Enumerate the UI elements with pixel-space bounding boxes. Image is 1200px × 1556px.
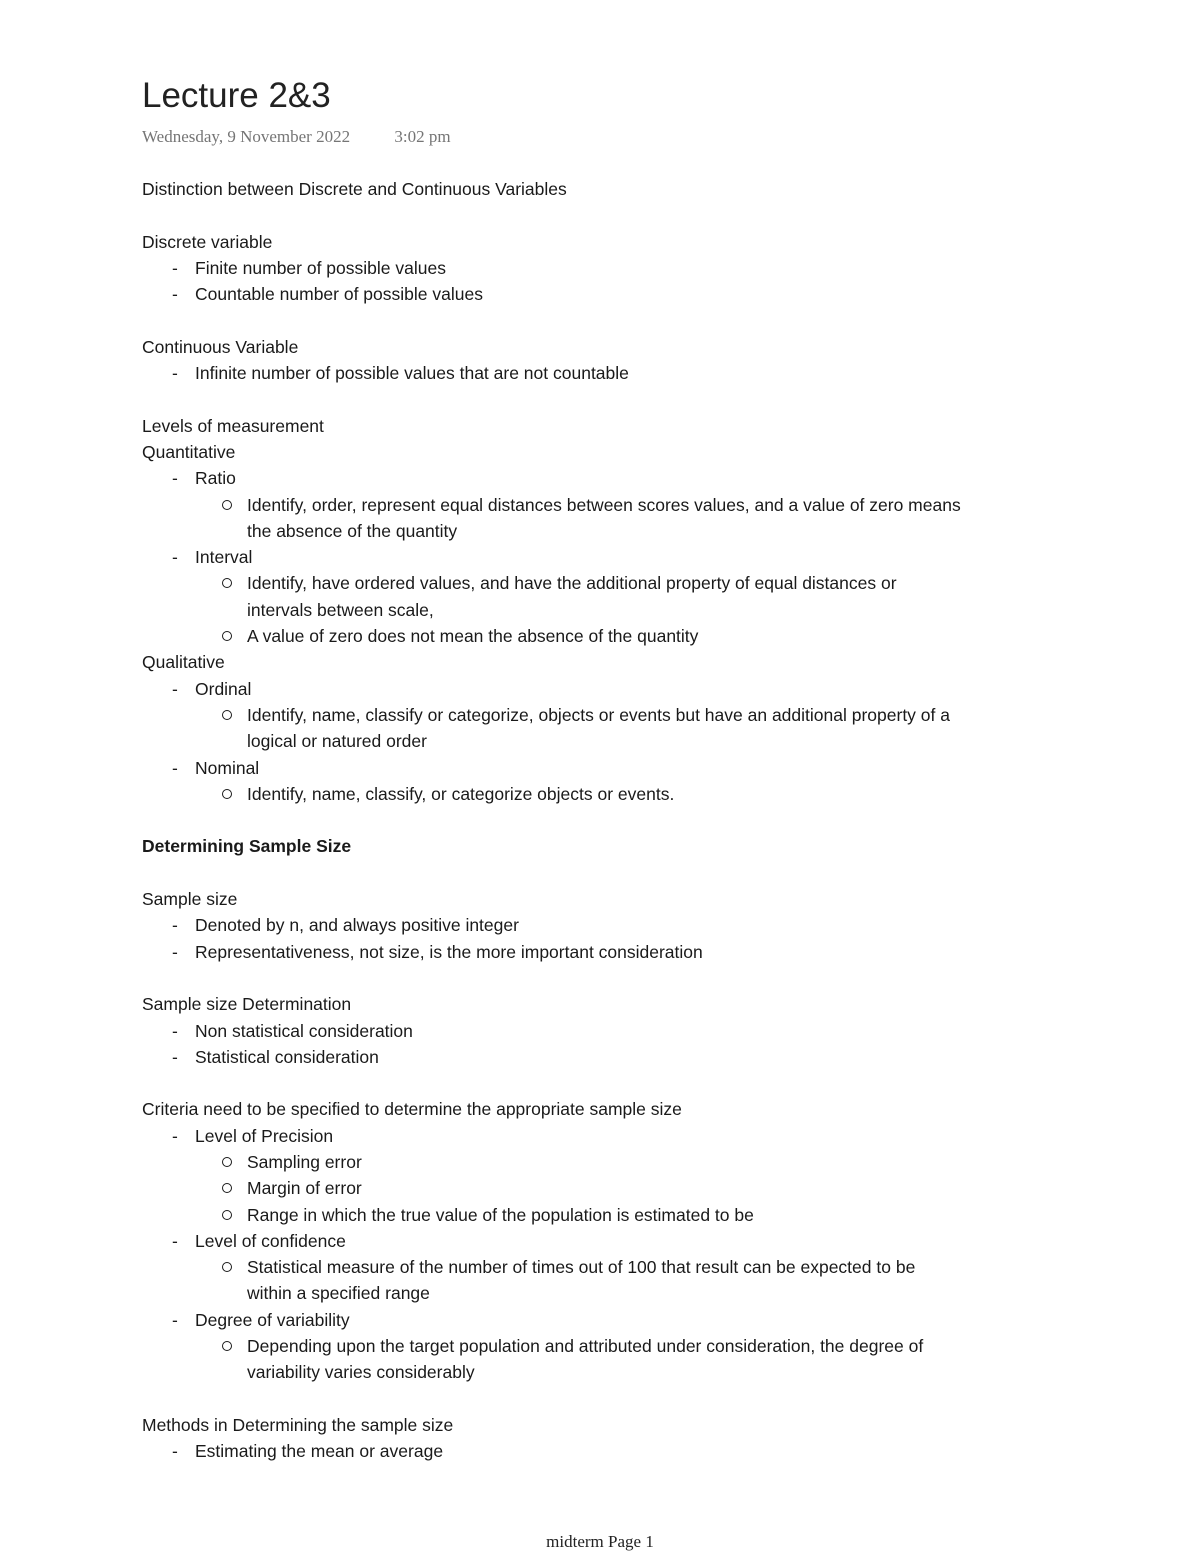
- heading-sample-size: Sample size: [142, 889, 238, 910]
- list-item: - Degree of variability: [142, 1307, 1102, 1333]
- list-item: - Countable number of possible values: [142, 281, 1102, 307]
- heading-distinction: Distinction between Discrete and Continuous Variables: [142, 179, 567, 199]
- dash-bullet-icon: -: [172, 1309, 178, 1330]
- page-date: Wednesday, 9 November 2022: [142, 127, 351, 146]
- circle-bullet-icon: [222, 1183, 232, 1193]
- heading-sample-determination: Sample size Determination: [142, 994, 352, 1015]
- heading-quantitative: Quantitative: [142, 441, 236, 462]
- heading-criteria: Criteria need to be specified to determine the appropriate sample size: [142, 1099, 682, 1120]
- sub-list-item: Statistical measure of the number of times out of 100 that result can be expected to be: [142, 1254, 1102, 1280]
- list-item: - Denoted by n, and always positive integer: [142, 912, 1102, 938]
- heading-discrete: Discrete variable: [142, 231, 273, 252]
- dash-bullet-icon: -: [172, 284, 178, 305]
- list-item: - Non statistical consideration: [142, 1018, 1102, 1044]
- list-item: - Ordinal: [142, 676, 1102, 702]
- circle-bullet-icon: [222, 1157, 232, 1167]
- sub-list-item: A value of zero does not mean the absence of the quantity: [142, 623, 1102, 649]
- sub-list-item: Sampling error: [142, 1149, 1102, 1175]
- list-item: - Level of Precision: [142, 1123, 1102, 1149]
- sub-list-item: Identify, name, classify, or categorize objects or events.: [142, 781, 1102, 807]
- heading-qualitative: Qualitative: [142, 652, 225, 673]
- dash-bullet-icon: -: [172, 941, 178, 962]
- circle-bullet-icon: [222, 631, 232, 641]
- sub-list-item: Identify, have ordered values, and have the additional property of equal distances or: [142, 570, 1102, 596]
- page-time: 3:02 pm: [394, 127, 451, 146]
- dash-bullet-icon: -: [172, 257, 178, 278]
- list-item: - Infinite number of possible values that are not countable: [142, 360, 1102, 386]
- page-footer: midterm Page 1: [546, 1532, 654, 1551]
- list-item: - Estimating the mean or average: [142, 1438, 1102, 1464]
- heading-sample-size-bold: Determining Sample Size: [142, 836, 352, 857]
- heading-continuous: Continuous Variable: [142, 336, 299, 357]
- dash-bullet-icon: -: [172, 1441, 178, 1462]
- dash-bullet-icon: -: [172, 757, 178, 778]
- dash-bullet-icon: -: [172, 1125, 178, 1146]
- dash-bullet-icon: -: [172, 1230, 178, 1251]
- sub-list-item-cont: intervals between scale,: [247, 599, 434, 620]
- dash-bullet-icon: -: [172, 547, 178, 568]
- list-item: - Interval: [142, 544, 1102, 570]
- sub-list-item: Depending upon the target population and attributed under consideration, the degree of: [142, 1333, 1102, 1359]
- sub-list-item: Identify, order, represent equal distances between scores values, and a value of zero means: [142, 492, 1102, 518]
- circle-bullet-icon: [222, 710, 232, 720]
- dash-bullet-icon: -: [172, 678, 178, 699]
- sub-list-item-cont: variability varies considerably: [247, 1362, 475, 1383]
- dash-bullet-icon: -: [172, 468, 178, 489]
- sub-list-item: Range in which the true value of the population is estimated to be: [142, 1202, 1102, 1228]
- sub-list-item-cont: logical or natured order: [247, 731, 427, 752]
- heading-methods: Methods in Determining the sample size: [142, 1414, 454, 1435]
- heading-levels: Levels of measurement: [142, 415, 324, 436]
- circle-bullet-icon: [222, 578, 232, 588]
- list-item: - Statistical consideration: [142, 1044, 1102, 1070]
- note-page: [142, 74, 1102, 1465]
- dash-bullet-icon: -: [172, 1020, 178, 1041]
- dash-bullet-icon: -: [172, 363, 178, 384]
- circle-bullet-icon: [222, 500, 232, 510]
- sub-list-item: Margin of error: [142, 1175, 1102, 1201]
- circle-bullet-icon: [222, 1341, 232, 1351]
- circle-bullet-icon: [222, 1262, 232, 1272]
- list-item: - Level of confidence: [142, 1228, 1102, 1254]
- list-item: - Ratio: [142, 465, 1102, 491]
- dash-bullet-icon: -: [172, 915, 178, 936]
- list-item: - Nominal: [142, 755, 1102, 781]
- dash-bullet-icon: -: [172, 1046, 178, 1067]
- circle-bullet-icon: [222, 789, 232, 799]
- sub-list-item: Identify, name, classify or categorize, objects or events but have an additional property of a: [142, 702, 1102, 728]
- list-item: - Finite number of possible values: [142, 255, 1102, 281]
- list-item: - Representativeness, not size, is the more important consideration: [142, 939, 1102, 965]
- page-title: Lecture 2&3: [142, 76, 331, 115]
- sub-list-item-cont: within a specified range: [247, 1283, 430, 1304]
- sub-list-item-cont: the absence of the quantity: [247, 520, 458, 541]
- page-meta: [142, 124, 1102, 150]
- circle-bullet-icon: [222, 1210, 232, 1220]
